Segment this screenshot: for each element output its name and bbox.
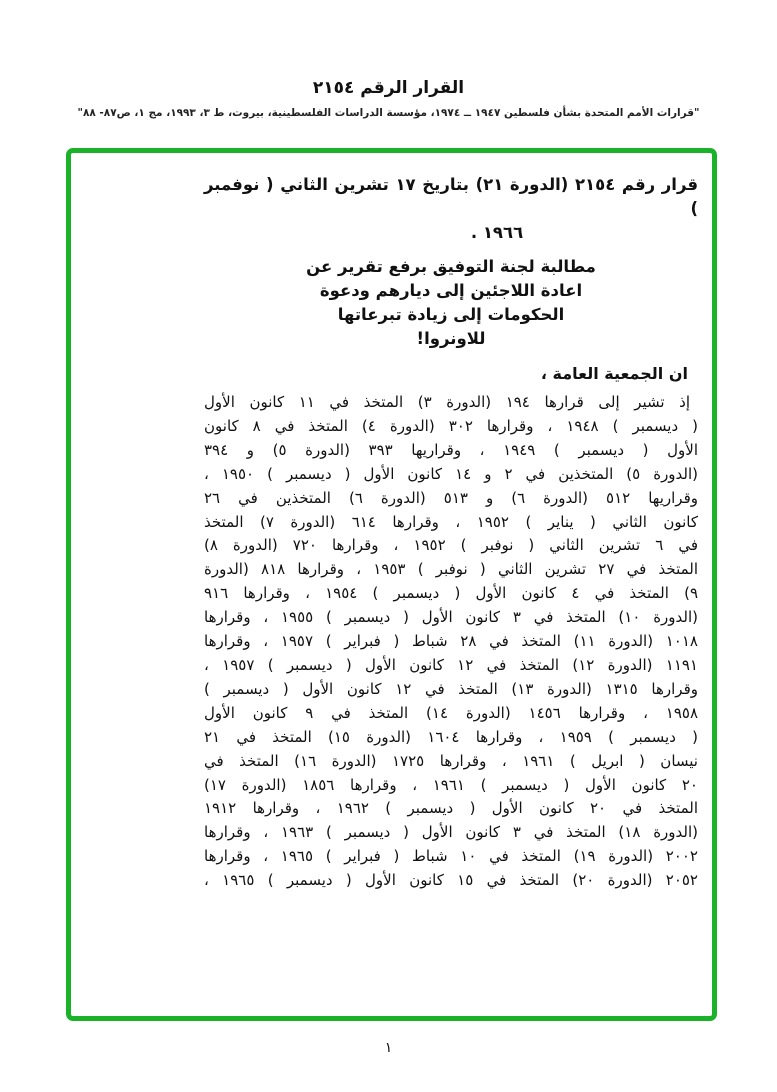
resolution-body-line: (الدورة ٥) المتخذين في ٢ و ١٤ كانون الأول ( ديسمبر ) ١٩٥٠ ، bbox=[204, 464, 699, 483]
resolution-heading-line: اعادة اللاجئين إلى ديارهم ودعوة bbox=[319, 281, 583, 300]
document-source-citation: "قرارات الأمم المتحدة بشأن فلسطين ١٩٤٧ ــ ١٩٧٤، مؤسسة الدراسات الفلسطينية، بيروت، ط ٣، ١٩٩٣، مج ١، ص٨٧- ٨٨" bbox=[77, 107, 700, 119]
resolution-body-line: إذ تشير إلى قرارها ١٩٤ (الدورة ٣) المتخذ في ١١ كانون الأول bbox=[204, 393, 691, 411]
resolution-body-line: ( ديسمبر ) ١٩٥٩ ، وقرارها ١٦٠٤ (الدورة ١٥) المتخذ في ٢١ bbox=[204, 727, 698, 746]
resolution-heading-line: للاونروا! bbox=[416, 329, 486, 348]
resolution-body-line: ١٩٥٨ ، وقرارها ١٤٥٦ (الدورة ١٤) المتخذ في ٩ كانون الأول bbox=[204, 703, 699, 722]
resolution-body-line: نيسان ( ابريل ) ١٩٦١ ، وقرارها ١٧٢٥ (الدورة ١٦) المتخذ في bbox=[204, 751, 698, 770]
resolution-body-line: الأول ( ديسمبر ) ١٩٤٩ ، وقراريها ٣٩٣ (الدورة ٥) و ٣٩٤ bbox=[204, 440, 698, 459]
resolution-heading bbox=[204, 255, 698, 351]
resolution-heading-line: الحكومات إلى زيادة تبرعاتها bbox=[337, 305, 565, 324]
resolution-body-line: ( ديسمبر ) ١٩٤٨ ، وقرارها ٣٠٢ (الدورة ٤) المتخذ في ٨ كانون bbox=[204, 416, 699, 435]
resolution-body-line: ١٠١٨ (الدورة ١١) المتخذ في ٢٨ شباط ( فبراير ) ١٩٥٧ ، وقرارها bbox=[204, 632, 698, 651]
page-number: ١ bbox=[384, 1040, 393, 1056]
resolution-body-line: ٢٠٥٢ (الدورة ٢٠) المتخذ في ١٥ كانون الأول ( ديسمبر ) ١٩٦٥ ، bbox=[204, 871, 698, 890]
resolution-body-line: ٩) المتخذ في ٤ كانون الأول ( ديسمبر ) ١٩٥٤ ، وقرارها ٩١٦ bbox=[204, 584, 698, 603]
resolution-body-line: المتخذ في ٢٧ تشرين الثاني ( نوفبر ) ١٩٥٣ ، وقرارها ٨١٨ (الدورة bbox=[204, 560, 699, 579]
resolution-body-line: ٢٠٠٢ (الدورة ١٩) المتخذ في ١٠ شباط ( فبراير ) ١٩٦٥ ، وقرارها bbox=[204, 847, 698, 866]
resolution-intro-line: قرار رقم ٢١٥٤ (الدورة ٢١) بتاريخ ١٧ تشرين الثاني ( نوفمبر ) bbox=[204, 175, 699, 218]
resolution-body-line: وقراريها ٥١٢ (الدورة ٦) و ٥١٣ (الدورة ٦) المتخذين في ٢٦ bbox=[204, 488, 698, 507]
resolution-body-line: كانون الثاني ( يناير ) ١٩٥٢ ، وقرارها ٦١٤ (الدورة ٧) المتخذ bbox=[204, 512, 698, 531]
resolution-preamble: ان الجمعية العامة ، bbox=[540, 364, 688, 383]
green-border-frame bbox=[66, 148, 717, 1021]
resolution-body-line: وقرارها ١٣١٥ (الدورة ١٣) المتخذ في ١٢ كانون الأول ( ديسمبر ) bbox=[204, 679, 698, 698]
document-title: القرار الرقم ٢١٥٤ bbox=[312, 78, 465, 98]
resolution-intro-year: ١٩٦٦ . bbox=[470, 223, 524, 242]
resolution-body bbox=[204, 391, 698, 893]
resolution-body-line: ١١٩١ (الدورة ١٢) المتخذ في ١٢ كانون الأول ( ديسمبر ) ١٩٥٧ ، bbox=[204, 655, 698, 674]
resolution-body-line: (الدورة ١٠) المتخذ في ٣ كانون الأول ( ديسمبر ) ١٩٥٥ ، وقرارها bbox=[204, 608, 699, 627]
resolution-body-line: (الدورة ١٨) المتخذ في ٣ كانون الأول ( ديسمبر ) ١٩٦٣ ، وقرارها bbox=[204, 823, 699, 842]
document-header bbox=[0, 78, 777, 119]
resolution-content bbox=[204, 173, 698, 893]
resolution-body-line: في ٦ تشرين الثاني ( نوفبر ) ١٩٥٢ ، وقرارها ٧٢٠ (الدورة ٨) bbox=[204, 536, 698, 555]
resolution-body-line: المتخذ في ٢٠ كانون الأول ( ديسمبر ) ١٩٦٢ ، وقرارها ١٩١٢ bbox=[204, 799, 698, 818]
resolution-intro bbox=[204, 173, 698, 245]
resolution-body-line: ٢٠ كانون الأول ( ديسمبر ) ١٩٦١ ، وقرارها ١٨٥٦ (الدورة ١٧) bbox=[204, 775, 698, 794]
resolution-heading-line: مطالبة لجنة التوفيق برفع تقرير عن bbox=[306, 257, 596, 276]
